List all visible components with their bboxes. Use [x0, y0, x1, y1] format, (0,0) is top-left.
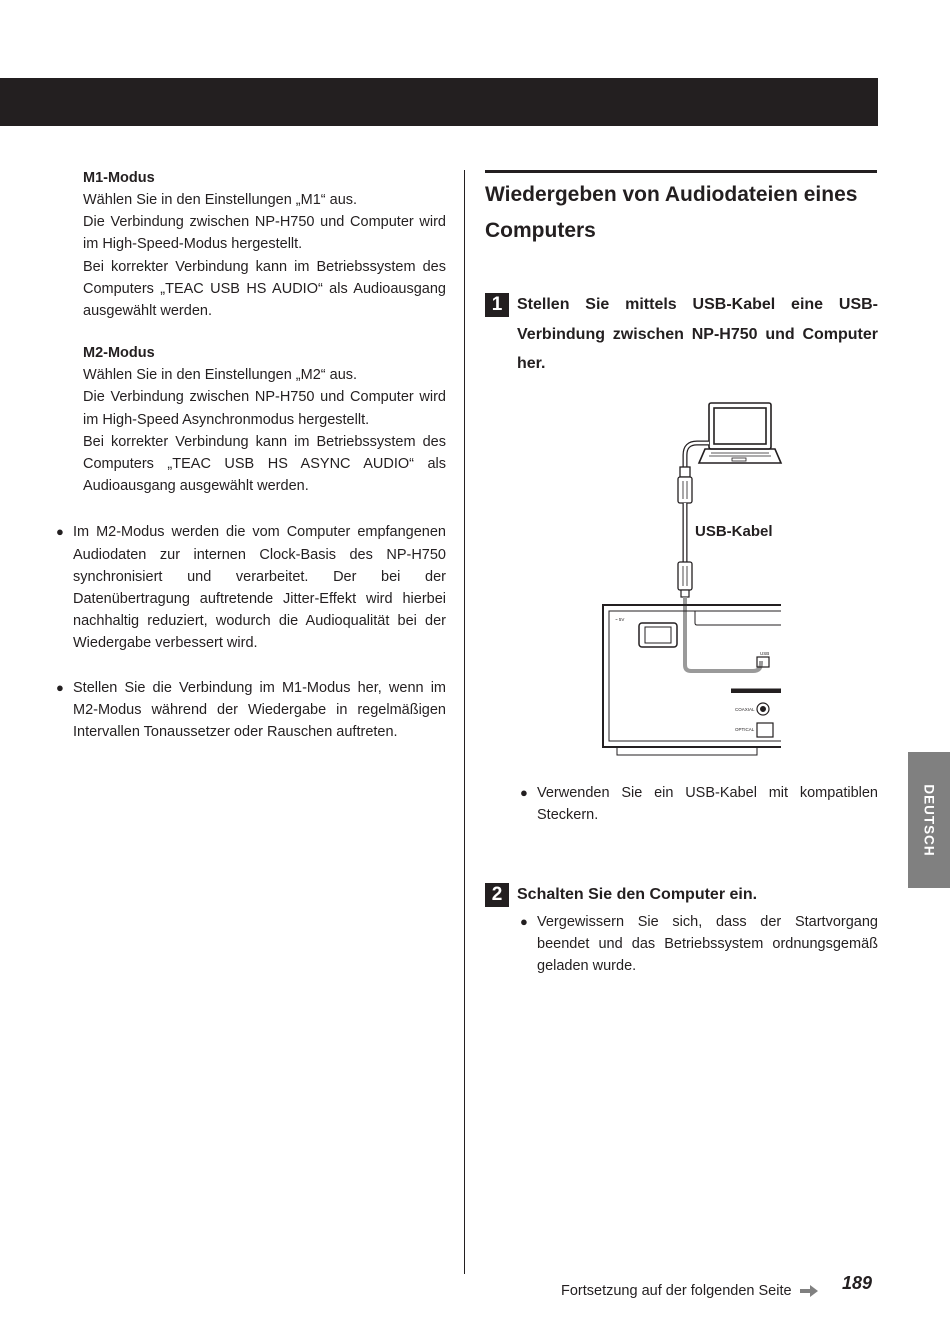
m1-mode-line: Bei korrekter Verbindung kann im Betriebssystem des Computers „TEAC USB HS AUDIO“ als Audioausgang ausgewählt werden. [83, 258, 446, 320]
language-tab-label: DEUTSCH [921, 783, 937, 857]
footer-continuation [561, 1281, 818, 1301]
step-1 [485, 290, 878, 379]
step-title: Schalten Sie den Computer ein. [517, 885, 758, 903]
usb-connection-illustration [517, 399, 817, 759]
continuation-text: Fortsetzung auf der folgenden Seite [561, 1283, 792, 1299]
step-title: Stellen Sie mittels USB-Kabel eine USB-Verbindung zwischen NP-H750 und Computer her. [517, 296, 878, 372]
optical-label: OPTICAL [735, 726, 755, 732]
note-text: Stellen Sie die Verbindung im M1-Modus her, wenn im M2-Modus während der Wiedergabe in regelmäßigen Intervallen Tonaussetzer oder Rauschen auftreten. [73, 679, 446, 741]
digital-in-label: DIGITAL IN [749, 682, 772, 688]
note-text: Vergewissern Sie sich, dass der Startvorgang beendet und das Betriebssystem ordnungsgemäß geladen wurde. [537, 913, 878, 975]
m2-mode-line: Wählen Sie in den Einstellungen „M2“ aus. [83, 367, 358, 384]
coaxial-label: COAXIAL [735, 706, 755, 712]
bullet-icon: ● [56, 524, 64, 540]
m2-mode-line: Bei korrekter Verbindung kann im Betriebssystem des Computers „TEAC USB HS ASYNC AUDIO“ als Audioausgang ausgewählt werden. [83, 433, 446, 495]
m2-mode-title: M2-Modus [83, 345, 155, 362]
header-bar [0, 78, 878, 126]
step-number: 2 [485, 883, 509, 907]
note-bullet [56, 677, 446, 744]
section-rule [485, 170, 877, 173]
usb-port-label: USB [760, 650, 770, 656]
laptop-icon [699, 403, 781, 463]
note-text: Verwenden Sie ein USB-Kabel mit kompatiblen Steckern. [537, 784, 878, 823]
bullet-icon: ● [520, 784, 528, 800]
step-1-note [520, 782, 878, 826]
m1-mode-block [56, 167, 446, 322]
step-2-note [520, 911, 878, 978]
usb-cable [678, 443, 761, 671]
note-bullet [56, 521, 446, 654]
bullet-icon: ● [56, 679, 64, 695]
m2-mode-line: Die Verbindung zwischen NP-H750 und Computer wird im High-Speed Asynchronmodus hergestellt. [83, 389, 446, 428]
m2-mode-block [56, 342, 446, 497]
step-number: 1 [485, 293, 509, 317]
step-2 [485, 883, 878, 907]
right-column [485, 170, 878, 978]
column-divider [464, 170, 465, 1274]
m1-mode-line: Die Verbindung zwischen NP-H750 und Computer wird im High-Speed-Modus hergestellt. [83, 214, 446, 253]
language-tab [908, 752, 950, 888]
left-column [56, 167, 446, 765]
bullet-icon: ● [520, 913, 528, 929]
arrow-right-icon [800, 1285, 818, 1297]
note-bullet [520, 782, 878, 826]
m1-mode-title: M1-Modus [83, 170, 155, 186]
device-rear-panel [603, 605, 781, 755]
page-number: 189 [842, 1273, 873, 1293]
note-bullet [520, 911, 878, 978]
section-title: Wiedergeben von Audiodateien eines Computers [485, 183, 858, 242]
usb-cable-label: USB-Kabel [695, 522, 773, 540]
note-text: Im M2-Modus werden die vom Computer empfangenen Audiodaten zur internen Clock-Basis des NP-H750 synchronisiert und verarbeitet. Der bei der Datenübertragung auftretende Jitter-Effekt wird hierbei nachhaltig reduziert, wodurch die Audioqualität bei der Wiedergabe verbessert wird. [73, 524, 446, 652]
usb-connection-figure [517, 399, 817, 759]
voltage-label: ~ 5V [615, 616, 625, 622]
m1-mode-line: Wählen Sie in den Einstellungen „M1“ aus. [83, 192, 358, 208]
